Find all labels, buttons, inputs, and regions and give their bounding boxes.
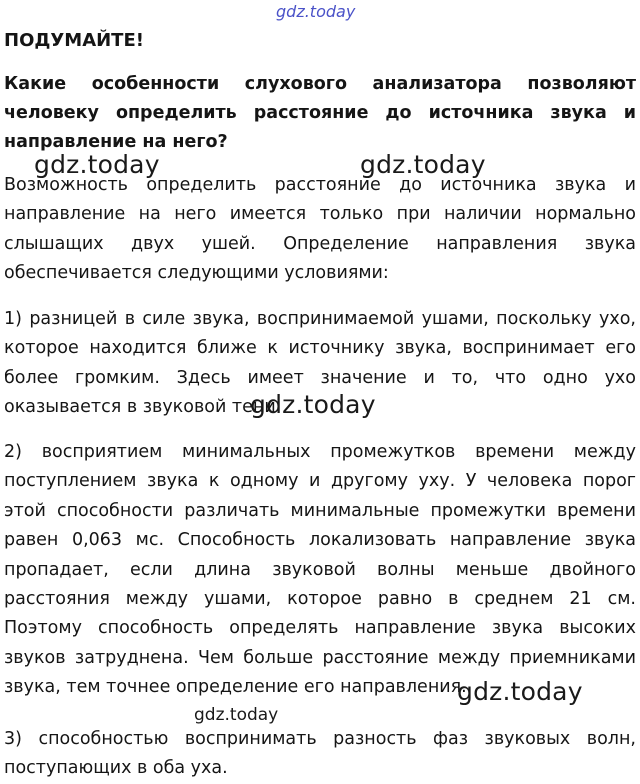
question-text: Какие особенности слухового анализатора позволяют человеку определить расстояние до источника звука и направление на него?	[4, 74, 636, 152]
watermark: gdz.today	[360, 150, 486, 179]
answer-item-3: 3) способностью воспринимать разность фаз звуковых волн, поступающих в оба уха.	[4, 729, 636, 779]
answer-item-1: 1) разницей в силе звука, воспринимаемой ушами, поскольку ухо, которое находится ближе к источнику звука, воспринимает его более громким. Здесь имеет значение и то, что одно ухо оказывается в звуковой тени.	[4, 309, 636, 418]
watermark-top: gdz.today	[276, 2, 356, 21]
watermark: gdz.today	[194, 705, 279, 725]
answer-intro: Возможность определить расстояние до источника звука и направление на него имеется только при наличии нормально слышащих двух ушей. Определение направления звука обеспечивается следующими условиями:	[4, 175, 636, 284]
answer-item-2: 2) восприятием минимальных промежутков времени между поступлением звука к одному и другому уху. У человека порог этой способности различать минимальные промежутки времени равен 0,063 мс. Способность локализовать направление звука пропадает, если длина звуковой волны меньше двойного расстояния между ушами, которое равно в среднем 21 см. Поэтому способность определять направление звука высоких звуков затруднена. Чем больше расстояние между приемниками звука, тем точнее определение его направления.	[4, 442, 636, 698]
watermark: gdz.today	[34, 150, 160, 179]
watermark: gdz.today	[457, 677, 583, 706]
page-title: ПОДУМАЙТЕ!	[4, 30, 144, 51]
watermark: gdz.today	[250, 390, 376, 419]
